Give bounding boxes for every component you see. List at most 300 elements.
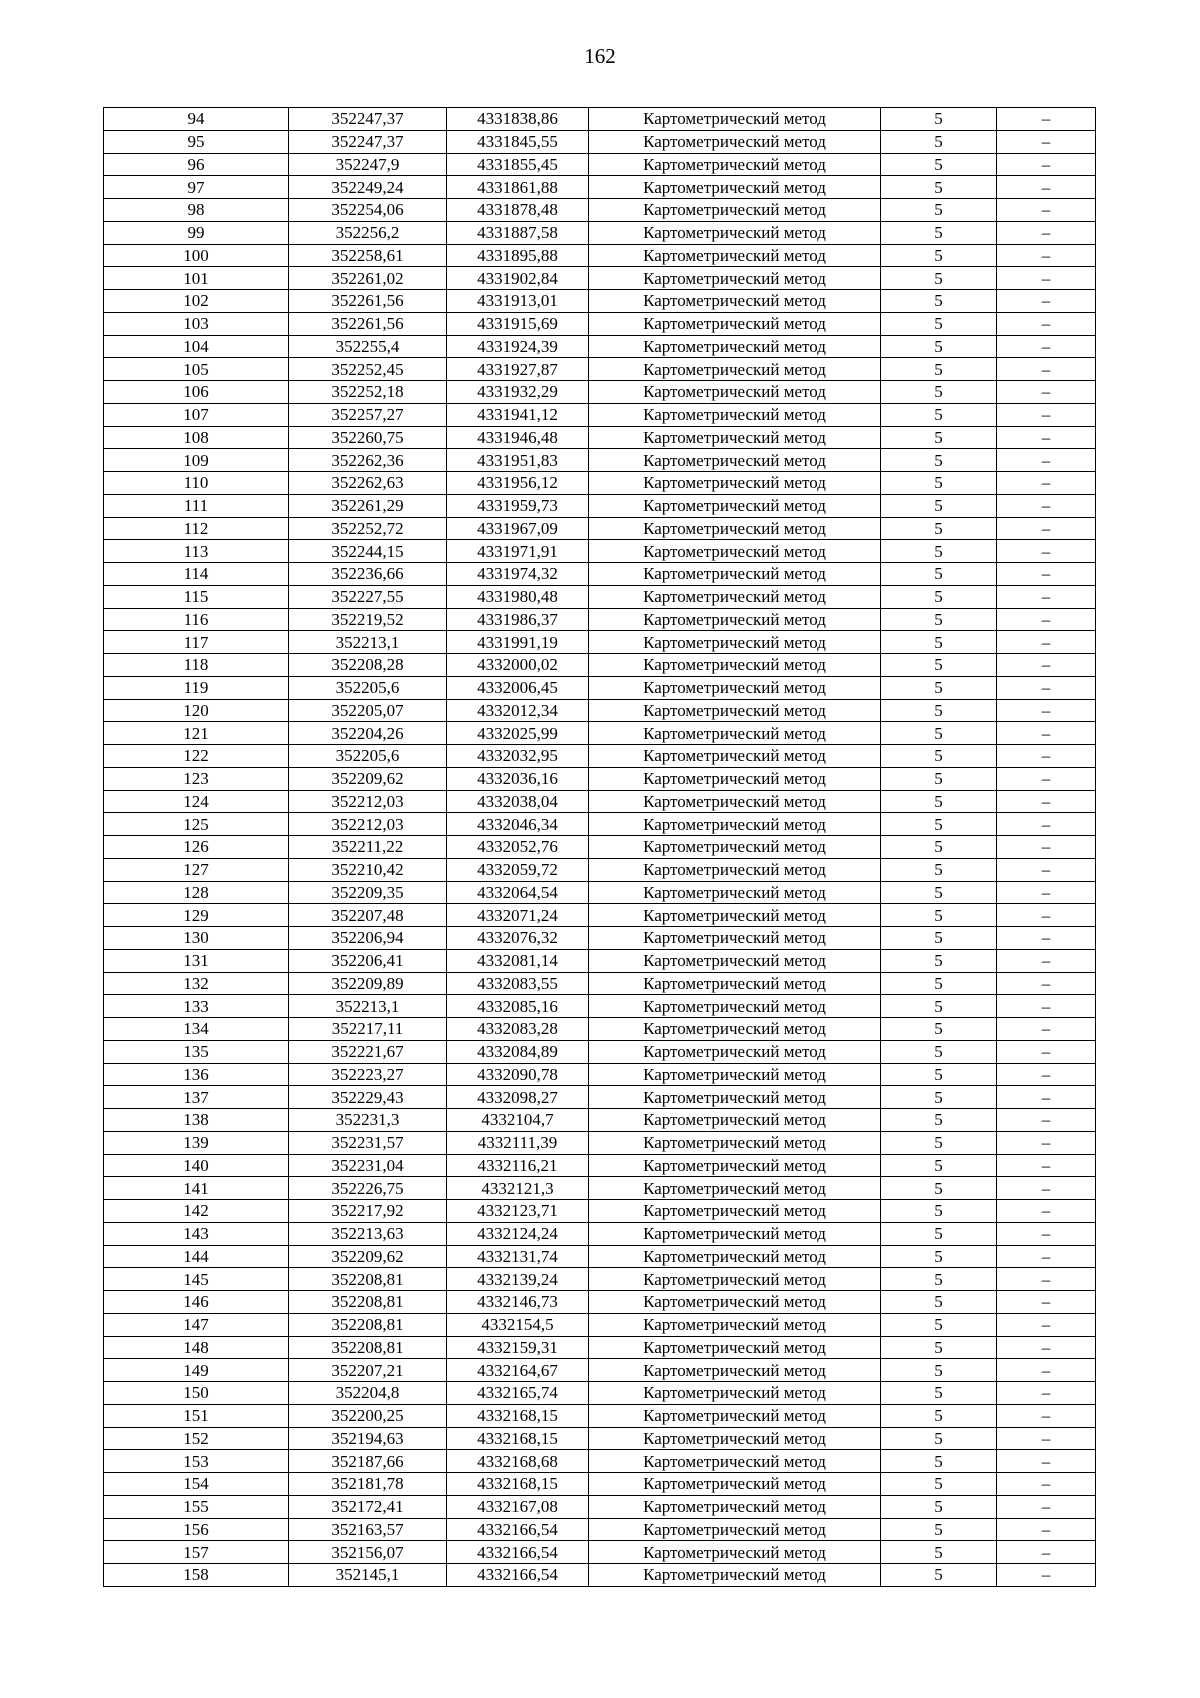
y-coordinate-cell: 4331951,83 xyxy=(447,449,589,472)
table-row xyxy=(104,1359,1096,1382)
accuracy-cell: 5 xyxy=(881,176,997,199)
accuracy-cell: 5 xyxy=(881,608,997,631)
method-cell: Картометрический метод xyxy=(589,1040,881,1063)
y-coordinate-cell: 4332166,54 xyxy=(447,1564,589,1587)
x-coordinate-cell: 352205,07 xyxy=(289,699,447,722)
point-number-cell: 148 xyxy=(104,1336,289,1359)
y-coordinate-cell: 4332164,67 xyxy=(447,1359,589,1382)
point-number-cell: 102 xyxy=(104,290,289,313)
point-number-cell: 131 xyxy=(104,949,289,972)
method-cell: Картометрический метод xyxy=(589,358,881,381)
coordinates-table-body xyxy=(104,108,1096,1587)
table-row xyxy=(104,381,1096,404)
x-coordinate-cell: 352204,26 xyxy=(289,722,447,745)
note-cell: – xyxy=(997,108,1096,131)
x-coordinate-cell: 352207,48 xyxy=(289,904,447,927)
method-cell: Картометрический метод xyxy=(589,267,881,290)
accuracy-cell: 5 xyxy=(881,1291,997,1314)
method-cell: Картометрический метод xyxy=(589,1382,881,1405)
x-coordinate-cell: 352262,63 xyxy=(289,472,447,495)
table-row xyxy=(104,972,1096,995)
table-row xyxy=(104,221,1096,244)
x-coordinate-cell: 352194,63 xyxy=(289,1427,447,1450)
accuracy-cell: 5 xyxy=(881,1313,997,1336)
table-row xyxy=(104,335,1096,358)
y-coordinate-cell: 4332083,55 xyxy=(447,972,589,995)
accuracy-cell: 5 xyxy=(881,335,997,358)
table-row xyxy=(104,881,1096,904)
accuracy-cell: 5 xyxy=(881,904,997,927)
point-number-cell: 95 xyxy=(104,130,289,153)
y-coordinate-cell: 4332052,76 xyxy=(447,836,589,859)
method-cell: Картометрический метод xyxy=(589,904,881,927)
point-number-cell: 153 xyxy=(104,1450,289,1473)
point-number-cell: 94 xyxy=(104,108,289,131)
y-coordinate-cell: 4332166,54 xyxy=(447,1518,589,1541)
method-cell: Картометрический метод xyxy=(589,1200,881,1223)
y-coordinate-cell: 4332083,28 xyxy=(447,1018,589,1041)
table-row xyxy=(104,108,1096,131)
method-cell: Картометрический метод xyxy=(589,1404,881,1427)
note-cell: – xyxy=(997,881,1096,904)
method-cell: Картометрический метод xyxy=(589,858,881,881)
method-cell: Картометрический метод xyxy=(589,949,881,972)
point-number-cell: 133 xyxy=(104,995,289,1018)
note-cell: – xyxy=(997,153,1096,176)
y-coordinate-cell: 4332098,27 xyxy=(447,1086,589,1109)
x-coordinate-cell: 352258,61 xyxy=(289,244,447,267)
method-cell: Картометрический метод xyxy=(589,108,881,131)
table-row xyxy=(104,1291,1096,1314)
x-coordinate-cell: 352209,89 xyxy=(289,972,447,995)
accuracy-cell: 5 xyxy=(881,1404,997,1427)
accuracy-cell: 5 xyxy=(881,199,997,222)
table-row xyxy=(104,927,1096,950)
point-number-cell: 111 xyxy=(104,494,289,517)
accuracy-cell: 5 xyxy=(881,790,997,813)
x-coordinate-cell: 352212,03 xyxy=(289,813,447,836)
table-row xyxy=(104,540,1096,563)
accuracy-cell: 5 xyxy=(881,1473,997,1496)
accuracy-cell: 5 xyxy=(881,699,997,722)
note-cell: – xyxy=(997,494,1096,517)
accuracy-cell: 5 xyxy=(881,312,997,335)
method-cell: Картометрический метод xyxy=(589,494,881,517)
accuracy-cell: 5 xyxy=(881,153,997,176)
y-coordinate-cell: 4331887,58 xyxy=(447,221,589,244)
note-cell: – xyxy=(997,1063,1096,1086)
method-cell: Картометрический метод xyxy=(589,1495,881,1518)
accuracy-cell: 5 xyxy=(881,1200,997,1223)
note-cell: – xyxy=(997,745,1096,768)
note-cell: – xyxy=(997,654,1096,677)
accuracy-cell: 5 xyxy=(881,517,997,540)
point-number-cell: 114 xyxy=(104,563,289,586)
note-cell: – xyxy=(997,381,1096,404)
x-coordinate-cell: 352255,4 xyxy=(289,335,447,358)
point-number-cell: 147 xyxy=(104,1313,289,1336)
y-coordinate-cell: 4331946,48 xyxy=(447,426,589,449)
y-coordinate-cell: 4332168,15 xyxy=(447,1427,589,1450)
x-coordinate-cell: 352156,07 xyxy=(289,1541,447,1564)
note-cell: – xyxy=(997,426,1096,449)
note-cell: – xyxy=(997,1404,1096,1427)
table-row xyxy=(104,267,1096,290)
x-coordinate-cell: 352209,35 xyxy=(289,881,447,904)
table-row xyxy=(104,130,1096,153)
y-coordinate-cell: 4332154,5 xyxy=(447,1313,589,1336)
y-coordinate-cell: 4331895,88 xyxy=(447,244,589,267)
note-cell: – xyxy=(997,1245,1096,1268)
table-row xyxy=(104,1109,1096,1132)
x-coordinate-cell: 352247,37 xyxy=(289,108,447,131)
y-coordinate-cell: 4332167,08 xyxy=(447,1495,589,1518)
y-coordinate-cell: 4332064,54 xyxy=(447,881,589,904)
table-row xyxy=(104,1541,1096,1564)
point-number-cell: 126 xyxy=(104,836,289,859)
point-number-cell: 150 xyxy=(104,1382,289,1405)
method-cell: Картометрический метод xyxy=(589,1018,881,1041)
x-coordinate-cell: 352206,41 xyxy=(289,949,447,972)
x-coordinate-cell: 352208,81 xyxy=(289,1336,447,1359)
y-coordinate-cell: 4331845,55 xyxy=(447,130,589,153)
accuracy-cell: 5 xyxy=(881,1336,997,1359)
point-number-cell: 98 xyxy=(104,199,289,222)
note-cell: – xyxy=(997,1154,1096,1177)
table-row xyxy=(104,654,1096,677)
method-cell: Картометрический метод xyxy=(589,403,881,426)
y-coordinate-cell: 4332059,72 xyxy=(447,858,589,881)
x-coordinate-cell: 352257,27 xyxy=(289,403,447,426)
y-coordinate-cell: 4331924,39 xyxy=(447,335,589,358)
y-coordinate-cell: 4332025,99 xyxy=(447,722,589,745)
y-coordinate-cell: 4332084,89 xyxy=(447,1040,589,1063)
point-number-cell: 110 xyxy=(104,472,289,495)
x-coordinate-cell: 352262,36 xyxy=(289,449,447,472)
note-cell: – xyxy=(997,767,1096,790)
method-cell: Картометрический метод xyxy=(589,1359,881,1382)
table-row xyxy=(104,517,1096,540)
method-cell: Картометрический метод xyxy=(589,199,881,222)
accuracy-cell: 5 xyxy=(881,676,997,699)
x-coordinate-cell: 352213,1 xyxy=(289,631,447,654)
point-number-cell: 118 xyxy=(104,654,289,677)
point-number-cell: 120 xyxy=(104,699,289,722)
point-number-cell: 125 xyxy=(104,813,289,836)
method-cell: Картометрический метод xyxy=(589,449,881,472)
point-number-cell: 104 xyxy=(104,335,289,358)
x-coordinate-cell: 352252,18 xyxy=(289,381,447,404)
table-row xyxy=(104,1450,1096,1473)
note-cell: – xyxy=(997,176,1096,199)
table-row xyxy=(104,1518,1096,1541)
method-cell: Картометрический метод xyxy=(589,540,881,563)
table-row xyxy=(104,1177,1096,1200)
point-number-cell: 127 xyxy=(104,858,289,881)
note-cell: – xyxy=(997,1518,1096,1541)
note-cell: – xyxy=(997,608,1096,631)
method-cell: Картометрический метод xyxy=(589,426,881,449)
table-row xyxy=(104,1313,1096,1336)
point-number-cell: 144 xyxy=(104,1245,289,1268)
method-cell: Картометрический метод xyxy=(589,381,881,404)
note-cell: – xyxy=(997,1541,1096,1564)
note-cell: – xyxy=(997,1564,1096,1587)
method-cell: Картометрический метод xyxy=(589,1086,881,1109)
accuracy-cell: 5 xyxy=(881,494,997,517)
method-cell: Картометрический метод xyxy=(589,1245,881,1268)
point-number-cell: 141 xyxy=(104,1177,289,1200)
method-cell: Картометрический метод xyxy=(589,972,881,995)
y-coordinate-cell: 4332000,02 xyxy=(447,654,589,677)
note-cell: – xyxy=(997,1177,1096,1200)
accuracy-cell: 5 xyxy=(881,1382,997,1405)
method-cell: Картометрический метод xyxy=(589,1109,881,1132)
x-coordinate-cell: 352236,66 xyxy=(289,563,447,586)
x-coordinate-cell: 352217,11 xyxy=(289,1018,447,1041)
note-cell: – xyxy=(997,312,1096,335)
note-cell: – xyxy=(997,631,1096,654)
y-coordinate-cell: 4331861,88 xyxy=(447,176,589,199)
method-cell: Картометрический метод xyxy=(589,767,881,790)
accuracy-cell: 5 xyxy=(881,722,997,745)
method-cell: Картометрический метод xyxy=(589,1063,881,1086)
point-number-cell: 151 xyxy=(104,1404,289,1427)
accuracy-cell: 5 xyxy=(881,745,997,768)
table-row xyxy=(104,631,1096,654)
table-row xyxy=(104,290,1096,313)
note-cell: – xyxy=(997,836,1096,859)
note-cell: – xyxy=(997,1382,1096,1405)
note-cell: – xyxy=(997,858,1096,881)
x-coordinate-cell: 352252,45 xyxy=(289,358,447,381)
table-row xyxy=(104,1473,1096,1496)
accuracy-cell: 5 xyxy=(881,540,997,563)
table-row xyxy=(104,494,1096,517)
point-number-cell: 96 xyxy=(104,153,289,176)
table-row xyxy=(104,358,1096,381)
note-cell: – xyxy=(997,995,1096,1018)
point-number-cell: 154 xyxy=(104,1473,289,1496)
point-number-cell: 122 xyxy=(104,745,289,768)
x-coordinate-cell: 352219,52 xyxy=(289,608,447,631)
accuracy-cell: 5 xyxy=(881,881,997,904)
method-cell: Картометрический метод xyxy=(589,1291,881,1314)
method-cell: Картометрический метод xyxy=(589,722,881,745)
point-number-cell: 129 xyxy=(104,904,289,927)
point-number-cell: 158 xyxy=(104,1564,289,1587)
x-coordinate-cell: 352252,72 xyxy=(289,517,447,540)
y-coordinate-cell: 4332076,32 xyxy=(447,927,589,950)
y-coordinate-cell: 4332116,21 xyxy=(447,1154,589,1177)
note-cell: – xyxy=(997,199,1096,222)
y-coordinate-cell: 4331855,45 xyxy=(447,153,589,176)
method-cell: Картометрический метод xyxy=(589,312,881,335)
note-cell: – xyxy=(997,540,1096,563)
accuracy-cell: 5 xyxy=(881,1359,997,1382)
accuracy-cell: 5 xyxy=(881,108,997,131)
method-cell: Картометрический метод xyxy=(589,1154,881,1177)
point-number-cell: 119 xyxy=(104,676,289,699)
point-number-cell: 107 xyxy=(104,403,289,426)
y-coordinate-cell: 4332036,16 xyxy=(447,767,589,790)
x-coordinate-cell: 352210,42 xyxy=(289,858,447,881)
accuracy-cell: 5 xyxy=(881,449,997,472)
method-cell: Картометрический метод xyxy=(589,676,881,699)
table-row xyxy=(104,1018,1096,1041)
table-row xyxy=(104,1336,1096,1359)
point-number-cell: 123 xyxy=(104,767,289,790)
accuracy-cell: 5 xyxy=(881,267,997,290)
y-coordinate-cell: 4331971,91 xyxy=(447,540,589,563)
accuracy-cell: 5 xyxy=(881,403,997,426)
note-cell: – xyxy=(997,1200,1096,1223)
table-row xyxy=(104,1427,1096,1450)
table-row xyxy=(104,1131,1096,1154)
accuracy-cell: 5 xyxy=(881,631,997,654)
y-coordinate-cell: 4331980,48 xyxy=(447,585,589,608)
accuracy-cell: 5 xyxy=(881,1086,997,1109)
note-cell: – xyxy=(997,585,1096,608)
accuracy-cell: 5 xyxy=(881,1268,997,1291)
table-row xyxy=(104,244,1096,267)
point-number-cell: 108 xyxy=(104,426,289,449)
method-cell: Картометрический метод xyxy=(589,631,881,654)
method-cell: Картометрический метод xyxy=(589,1313,881,1336)
note-cell: – xyxy=(997,722,1096,745)
point-number-cell: 105 xyxy=(104,358,289,381)
method-cell: Картометрический метод xyxy=(589,745,881,768)
note-cell: – xyxy=(997,1131,1096,1154)
method-cell: Картометрический метод xyxy=(589,517,881,540)
x-coordinate-cell: 352200,25 xyxy=(289,1404,447,1427)
y-coordinate-cell: 4332131,74 xyxy=(447,1245,589,1268)
note-cell: – xyxy=(997,1450,1096,1473)
accuracy-cell: 5 xyxy=(881,927,997,950)
note-cell: – xyxy=(997,699,1096,722)
table-row xyxy=(104,813,1096,836)
method-cell: Картометрический метод xyxy=(589,1336,881,1359)
point-number-cell: 149 xyxy=(104,1359,289,1382)
x-coordinate-cell: 352261,56 xyxy=(289,290,447,313)
note-cell: – xyxy=(997,449,1096,472)
x-coordinate-cell: 352226,75 xyxy=(289,1177,447,1200)
accuracy-cell: 5 xyxy=(881,1109,997,1132)
note-cell: – xyxy=(997,1222,1096,1245)
note-cell: – xyxy=(997,927,1096,950)
x-coordinate-cell: 352231,04 xyxy=(289,1154,447,1177)
point-number-cell: 135 xyxy=(104,1040,289,1063)
accuracy-cell: 5 xyxy=(881,767,997,790)
point-number-cell: 112 xyxy=(104,517,289,540)
coordinates-table xyxy=(103,107,1096,1587)
accuracy-cell: 5 xyxy=(881,221,997,244)
table-row xyxy=(104,153,1096,176)
method-cell: Картометрический метод xyxy=(589,790,881,813)
x-coordinate-cell: 352204,8 xyxy=(289,1382,447,1405)
method-cell: Картометрический метод xyxy=(589,813,881,836)
x-coordinate-cell: 352261,02 xyxy=(289,267,447,290)
x-coordinate-cell: 352213,63 xyxy=(289,1222,447,1245)
point-number-cell: 156 xyxy=(104,1518,289,1541)
table-row xyxy=(104,1040,1096,1063)
accuracy-cell: 5 xyxy=(881,858,997,881)
point-number-cell: 140 xyxy=(104,1154,289,1177)
x-coordinate-cell: 352209,62 xyxy=(289,1245,447,1268)
method-cell: Картометрический метод xyxy=(589,585,881,608)
method-cell: Картометрический метод xyxy=(589,335,881,358)
note-cell: – xyxy=(997,517,1096,540)
point-number-cell: 115 xyxy=(104,585,289,608)
y-coordinate-cell: 4331927,87 xyxy=(447,358,589,381)
note-cell: – xyxy=(997,267,1096,290)
accuracy-cell: 5 xyxy=(881,972,997,995)
table-row xyxy=(104,1222,1096,1245)
method-cell: Картометрический метод xyxy=(589,654,881,677)
table-row xyxy=(104,199,1096,222)
y-coordinate-cell: 4332168,15 xyxy=(447,1473,589,1496)
point-number-cell: 109 xyxy=(104,449,289,472)
y-coordinate-cell: 4332085,16 xyxy=(447,995,589,1018)
y-coordinate-cell: 4332038,04 xyxy=(447,790,589,813)
method-cell: Картометрический метод xyxy=(589,1473,881,1496)
accuracy-cell: 5 xyxy=(881,1018,997,1041)
point-number-cell: 145 xyxy=(104,1268,289,1291)
note-cell: – xyxy=(997,221,1096,244)
accuracy-cell: 5 xyxy=(881,130,997,153)
note-cell: – xyxy=(997,1040,1096,1063)
y-coordinate-cell: 4331915,69 xyxy=(447,312,589,335)
accuracy-cell: 5 xyxy=(881,1541,997,1564)
method-cell: Картометрический метод xyxy=(589,699,881,722)
table-row xyxy=(104,403,1096,426)
table-row xyxy=(104,1404,1096,1427)
table-row xyxy=(104,858,1096,881)
table-row xyxy=(104,904,1096,927)
point-number-cell: 121 xyxy=(104,722,289,745)
note-cell: – xyxy=(997,290,1096,313)
note-cell: – xyxy=(997,1359,1096,1382)
point-number-cell: 99 xyxy=(104,221,289,244)
method-cell: Картометрический метод xyxy=(589,927,881,950)
x-coordinate-cell: 352212,03 xyxy=(289,790,447,813)
x-coordinate-cell: 352231,57 xyxy=(289,1131,447,1154)
y-coordinate-cell: 4332104,7 xyxy=(447,1109,589,1132)
table-row xyxy=(104,1200,1096,1223)
point-number-cell: 101 xyxy=(104,267,289,290)
accuracy-cell: 5 xyxy=(881,813,997,836)
x-coordinate-cell: 352247,9 xyxy=(289,153,447,176)
point-number-cell: 143 xyxy=(104,1222,289,1245)
accuracy-cell: 5 xyxy=(881,1564,997,1587)
x-coordinate-cell: 352208,28 xyxy=(289,654,447,677)
accuracy-cell: 5 xyxy=(881,995,997,1018)
accuracy-cell: 5 xyxy=(881,244,997,267)
y-coordinate-cell: 4332046,34 xyxy=(447,813,589,836)
method-cell: Картометрический метод xyxy=(589,290,881,313)
table-row xyxy=(104,472,1096,495)
accuracy-cell: 5 xyxy=(881,563,997,586)
x-coordinate-cell: 352213,1 xyxy=(289,995,447,1018)
y-coordinate-cell: 4332166,54 xyxy=(447,1541,589,1564)
table-row xyxy=(104,767,1096,790)
point-number-cell: 139 xyxy=(104,1131,289,1154)
table-row xyxy=(104,176,1096,199)
method-cell: Картометрический метод xyxy=(589,608,881,631)
y-coordinate-cell: 4332111,39 xyxy=(447,1131,589,1154)
method-cell: Картометрический метод xyxy=(589,1450,881,1473)
note-cell: – xyxy=(997,904,1096,927)
